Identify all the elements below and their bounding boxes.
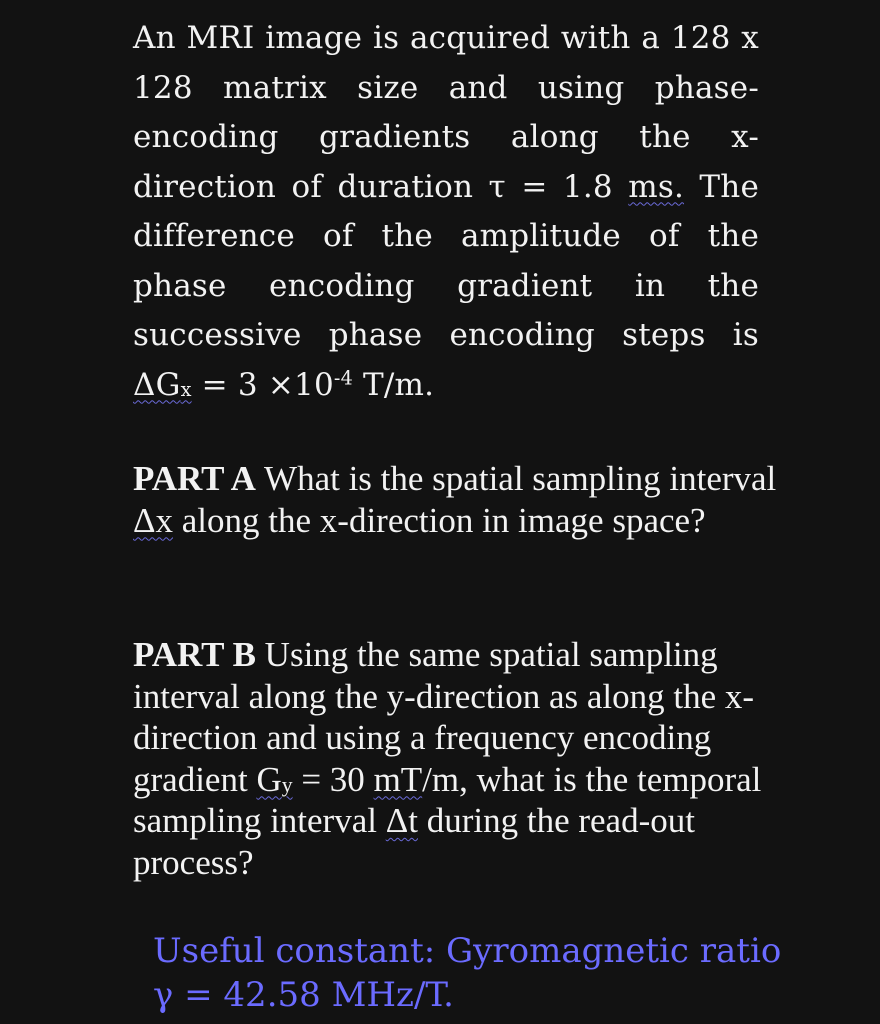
part-b-gradient-unit: mT: [373, 759, 423, 799]
constant-line-1: Useful constant: Gyromagnetic ratio: [153, 931, 782, 971]
part-b-gradient-subscript: y: [281, 772, 293, 797]
intro-text-1: An MRI image is acquired with a 128 x 128 matrix size and using phase-encoding gradients along the x-direction of duration τ = 1.8: [133, 20, 759, 205]
part-b-label: PART B: [133, 635, 256, 674]
problem-intro: [133, 14, 759, 410]
part-b-text-1: Using the same spatial sampling interval along the y-direction as along the x-direction and using a frequency encoding gradient: [133, 635, 755, 799]
gradient-step-value: = 3 ×10: [191, 366, 334, 403]
part-b-text-2: /m, what is the temporal sampling interval: [133, 759, 762, 840]
gradient-step-unit: T/m.: [352, 366, 435, 403]
gradient-step-subscript: x: [180, 377, 192, 401]
part-b-symbol: Δt: [385, 801, 418, 840]
part-b-gradient-letter: G: [256, 759, 282, 799]
gradient-step-exponent: -4: [333, 365, 353, 389]
duration-unit: ms.: [628, 168, 684, 205]
part-b-gradient-eq: = 30: [292, 759, 374, 799]
part-a-label: PART A: [133, 459, 256, 498]
gradient-step-symbol: [133, 367, 192, 403]
useful-constant: [153, 929, 843, 1017]
part-a-question: [133, 458, 823, 541]
part-a-text-1: What is the spatial sampling interval: [255, 459, 777, 498]
part-a-text-2: along the x-direction in image space?: [173, 500, 706, 540]
constant-line-2: γ = 42.58 MHz/T.: [153, 975, 454, 1015]
part-b-gradient-symbol: [256, 760, 292, 799]
gradient-step-letter: ΔG: [133, 366, 181, 403]
part-b-question: [133, 634, 823, 883]
part-a-symbol: Δx: [133, 500, 174, 540]
part-b-text-3: during the read-out process?: [133, 801, 695, 882]
intro-text-2: The difference of the amplitude of the phase encoding gradient in the successive phase encoding steps is: [133, 168, 759, 353]
